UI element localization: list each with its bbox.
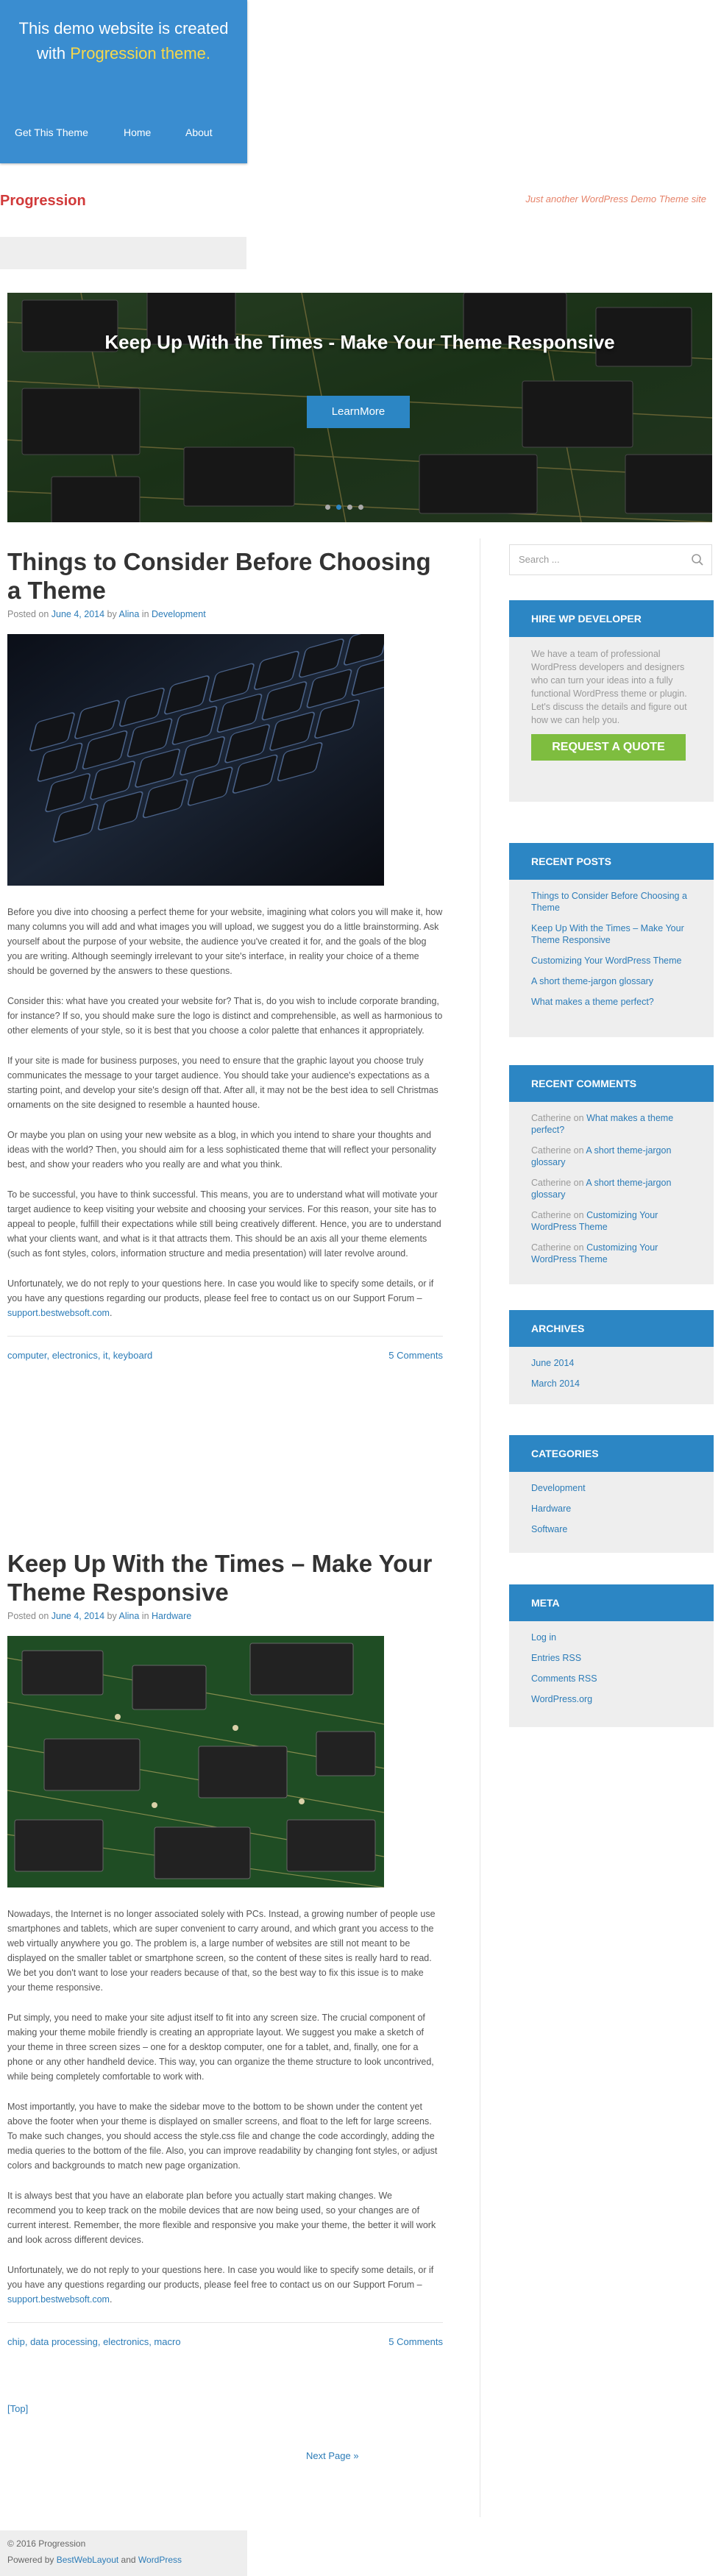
comment-item — [531, 1145, 692, 1168]
meta-by: by — [104, 1611, 119, 1621]
widget-title: ARCHIVES — [509, 1310, 714, 1347]
site-footer — [0, 2530, 247, 2576]
archive-link[interactable]: March 2014 — [531, 1378, 580, 1389]
comment-item — [531, 1177, 692, 1200]
post-paragraph: If your site is made for business purposes, you need to ensure that the graphic layout you choose truly communicates the message to your target audience. You should take your audience's expectations as a starting point, and develop your site's design off that. After all, it may not be the best idea to sell Christmas ornaments on the site designed to resemble a haunted house. — [7, 1056, 438, 1110]
nav-about[interactable]: About — [185, 127, 213, 138]
hire-widget — [509, 600, 714, 802]
comment-author: Catherine — [531, 1113, 572, 1123]
post-title[interactable]: Keep Up With the Times – Make Your Theme Responsive — [7, 1550, 433, 1606]
hero-slider — [7, 293, 712, 522]
post-title[interactable]: Things to Consider Before Choosing a Theme — [7, 548, 431, 604]
meta-link[interactable]: Comments RSS — [531, 1673, 597, 1684]
promo-highlight-link[interactable]: Progression theme. — [70, 44, 210, 63]
meta-in: in — [139, 609, 152, 619]
post-tags[interactable]: computer, electronics, it, keyboard — [7, 1350, 153, 1361]
promo-banner — [0, 0, 247, 163]
keyboard-image[interactable] — [7, 634, 384, 886]
post-content — [7, 1907, 443, 2307]
post-paragraph: Before you dive into choosing a perfect theme for your website, imagining what colors you will make it, how many columns you will add and what images you will upload, we suggest you do a little brainstorming. Ask yourself about the purpose of your website, the audience you've created it for, and the goals of the blog you are writing. Although seemingly irrelevant to your site's interface, in reality your choice of a theme should be governed by the answers to these questions. — [7, 907, 443, 976]
post-paragraph: It is always best that you have an elaborate plan before you actually start making changes. We recommend you to keep track on the mobile devices that are now being used, so your changes are of current interest. Remember, the more flexible and responsive you make your theme, the better it will work and look across different devices. — [7, 2191, 436, 2245]
site-title[interactable]: Progression — [0, 193, 86, 209]
archive-link[interactable]: June 2014 — [531, 1358, 575, 1368]
powered-by — [7, 2555, 182, 2565]
post-footer — [7, 2322, 443, 2351]
post-paragraph: Nowadays, the Internet is no longer associated solely with PCs. Instead, a growing number of people use smartphones and tablets, which are super convenient to carry around, and which grant you access to the web virtually anywhere you go. The problem is, a large number of websites are still not meant to be displayed on the smaller tablet or smartphone screen, so the content of these sites is really hard to read. We bet you don't want to lose your readers because of that, so the best way to fix this issue is to make your theme responsive. — [7, 1909, 436, 1993]
widget-title: HIRE WP DEVELOPER — [509, 600, 714, 637]
comment-post-link[interactable]: What makes a theme perfect? — [531, 1113, 674, 1135]
slider-dot[interactable] — [347, 505, 352, 510]
meta-prefix: Posted on — [7, 609, 52, 619]
recent-posts-list — [531, 890, 692, 1008]
meta-in: in — [139, 1611, 152, 1621]
widget-title: META — [509, 1584, 714, 1621]
meta-link[interactable]: Entries RSS — [531, 1653, 582, 1663]
comment-on: on — [571, 1242, 587, 1253]
circuit-chip-image[interactable] — [7, 1636, 384, 1887]
comment-author: Catherine — [531, 1145, 572, 1156]
post-paragraph: Most importantly, you have to make the sidebar move to the bottom to be shown under the content yet above the footer when your theme is displayed on smaller screens, and float to the left for large screens. To make such changes, you should access the style.css file and change the code accordingly, adding the media queries to the bottom of the file. Also, you can improve readability by changing font styles, or adjust colors and backgrounds to match new page organization. — [7, 2102, 438, 2171]
recent-comments-widget — [509, 1065, 714, 1284]
search-placeholder: Search ... — [519, 554, 560, 565]
nav-get-theme[interactable]: Get This Theme — [15, 127, 88, 138]
widget-body — [509, 880, 714, 1031]
recent-post-link[interactable]: What makes a theme perfect? — [531, 997, 654, 1007]
comment-post-link[interactable]: A short theme-jargon glossary — [531, 1178, 672, 1200]
comment-author: Catherine — [531, 1242, 572, 1253]
archives-widget — [509, 1310, 714, 1404]
search-input[interactable] — [509, 544, 712, 575]
post-category-link[interactable]: Hardware — [152, 1611, 192, 1621]
copyright-text: © 2016 Progression — [7, 2538, 86, 2549]
post-date-link[interactable]: June 4, 2014 — [51, 609, 105, 619]
recent-posts-widget — [509, 843, 714, 1037]
bestweblayout-link[interactable]: BestWebLayout — [56, 2555, 119, 2565]
nav-home[interactable]: Home — [124, 127, 152, 138]
support-link[interactable]: support.bestwebsoft.com — [7, 2294, 110, 2305]
comment-on: on — [571, 1113, 587, 1123]
comment-author: Catherine — [531, 1178, 572, 1188]
post-article — [7, 1549, 443, 2351]
recent-post-link[interactable]: Keep Up With the Times – Make Your Theme Responsive — [531, 923, 684, 945]
categories-list — [531, 1482, 692, 1535]
comment-author: Catherine — [531, 1210, 572, 1220]
widget-body — [509, 637, 714, 775]
widget-body — [509, 1102, 714, 1289]
widget-body — [509, 1347, 714, 1413]
comment-item — [531, 1242, 692, 1265]
widget-title: CATEGORIES — [509, 1435, 714, 1472]
recent-post-link[interactable]: A short theme-jargon glossary — [531, 976, 654, 986]
slider-dot[interactable] — [325, 505, 330, 510]
wordpress-link[interactable]: WordPress — [138, 2555, 182, 2565]
post-paragraph: To be successful, you have to think successful. This means, you are to understand what will motivate your target audience to keep visiting your website and choosing your services. For this reason, your site has to appeal to people, fulfill their expectations while still being creatively different. Hence, you are to understand what your clients want, and what is it that attracts them. This should be an axis all your theme elements (such as font styles, colors, information structure and media presentation) will later revolve around. — [7, 1189, 441, 1259]
post-content — [7, 905, 443, 1320]
comment-item — [531, 1112, 692, 1136]
search-icon[interactable] — [691, 553, 704, 570]
post-author-link[interactable]: Alina — [118, 609, 140, 619]
comment-on: on — [571, 1178, 586, 1188]
post-article — [7, 547, 443, 1365]
hire-text: We have a team of professional WordPress developers and designers who can turn your ideas into a fully functional WordPress theme or plugin. Let's discuss the details and figure out how we can help you. — [531, 649, 687, 725]
promo-line-1: This demo website is created — [18, 19, 229, 38]
support-text: Unfortunately, we do not reply to your questions here. In case you would like to specify some details, or if you have any questions regarding our products, please feel free to contact us on our Support Forum – — [7, 2265, 434, 2290]
gray-bar — [0, 237, 246, 269]
promo-text — [0, 16, 247, 66]
slider-dots — [325, 500, 369, 513]
comment-post-link[interactable]: Customizing Your WordPress Theme — [531, 1242, 658, 1264]
widget-body — [509, 1621, 714, 1729]
meta-by: by — [104, 609, 119, 619]
widget-body — [509, 1472, 714, 1559]
comment-post-link[interactable]: A short theme-jargon glossary — [531, 1145, 672, 1167]
post-meta — [7, 1611, 443, 1621]
archives-list — [531, 1357, 692, 1390]
post-date-link[interactable]: June 4, 2014 — [51, 1611, 105, 1621]
next-page-link[interactable]: Next Page » — [306, 2450, 359, 2461]
meta-link[interactable]: WordPress.org — [531, 1694, 593, 1704]
meta-link[interactable]: Log in — [531, 1632, 557, 1643]
powered-and: and — [118, 2555, 138, 2565]
widget-title: RECENT POSTS — [509, 843, 714, 880]
meta-prefix: Posted on — [7, 1611, 52, 1621]
meta-list — [531, 1632, 692, 1705]
comment-post-link[interactable]: Customizing Your WordPress Theme — [531, 1210, 658, 1232]
category-link[interactable]: Development — [531, 1483, 586, 1493]
site-tagline: Just another WordPress Demo Theme site — [525, 193, 706, 204]
category-link[interactable]: Hardware — [531, 1504, 572, 1514]
post-paragraph: Consider this: what have you created your website for? That is, do you wish to include corporate branding, for instance? If so, you should make sure the logo is distinct and comprehensible, as well as harmonious to other elements of your style, so it is best that you choose a color palette that enhances it appropriately. — [7, 996, 443, 1036]
request-quote-button[interactable]: REQUEST A QUOTE — [531, 734, 686, 761]
post-paragraph-support: Unfortunately, we do not reply to your questions here. In case you would like to specify some details, or if you have any questions regarding our products, please feel free to contact us on our Support Forum – support.bestwebsoft.com. — [7, 1278, 434, 1318]
post-paragraph: Put simply, you need to make your site adjust itself to fit into any screen size. The crucial component of making your theme mobile friendly is creating an appropriate layout. We suggest you make a sketch of your theme in three screen sizes – one for a desktop computer, one for a tablet, and, finally, one for a phone or any other handheld device. This way, you can organize the theme structure to look uncontrived, while being completely comfortable to work with. — [7, 2013, 434, 2082]
recent-post-link[interactable]: Things to Consider Before Choosing a Theme — [531, 891, 687, 913]
recent-comments-list — [531, 1112, 692, 1265]
post-author-link[interactable]: Alina — [118, 1611, 140, 1621]
promo-line-2 — [0, 41, 247, 66]
post-category-link[interactable]: Development — [152, 609, 206, 619]
comments-link[interactable]: 5 Comments — [388, 1350, 443, 1361]
comment-on: on — [571, 1210, 587, 1220]
comments-link[interactable]: 5 Comments — [388, 2336, 443, 2347]
post-footer — [7, 1336, 443, 1365]
post-paragraph: Or maybe you plan on using your new website as a blog, in which you intend to share your thoughts and ideas with the world? Then, you should aim for a less sophisticated theme that will reflect your personality best, and show your readers who you really are and what you think. — [7, 1130, 436, 1170]
slider-dot[interactable] — [358, 505, 363, 510]
slide-title: Keep Up With the Times - Make Your Theme Responsive — [104, 331, 615, 353]
top-link[interactable]: [Top] — [7, 2403, 29, 2414]
categories-widget — [509, 1435, 714, 1553]
category-link[interactable]: Software — [531, 1524, 568, 1534]
support-text: Unfortunately, we do not reply to your questions here. In case you would like to specify some details, or if you have any questions regarding our products, please feel free to contact us on our Support Forum – — [7, 1278, 434, 1303]
support-link[interactable]: support.bestwebsoft.com — [7, 1308, 110, 1318]
recent-post-link[interactable]: Customizing Your WordPress Theme — [531, 956, 682, 966]
widget-title: RECENT COMMENTS — [509, 1065, 714, 1102]
comment-on: on — [571, 1145, 586, 1156]
powered-prefix: Powered by — [7, 2555, 57, 2565]
comment-item — [531, 1209, 692, 1233]
post-tags[interactable]: chip, data processing, electronics, macro — [7, 2336, 181, 2347]
slider-dot-active[interactable] — [336, 505, 341, 510]
post-paragraph-support: Unfortunately, we do not reply to your questions here. In case you would like to specify some details, or if you have any questions regarding our products, please feel free to contact us on our Support Forum – support.bestwebsoft.com. — [7, 2265, 434, 2305]
post-meta — [7, 609, 443, 619]
promo-line-2-prefix: with — [36, 44, 71, 63]
learn-more-button[interactable]: LearnMore — [307, 396, 410, 428]
meta-widget — [509, 1584, 714, 1727]
